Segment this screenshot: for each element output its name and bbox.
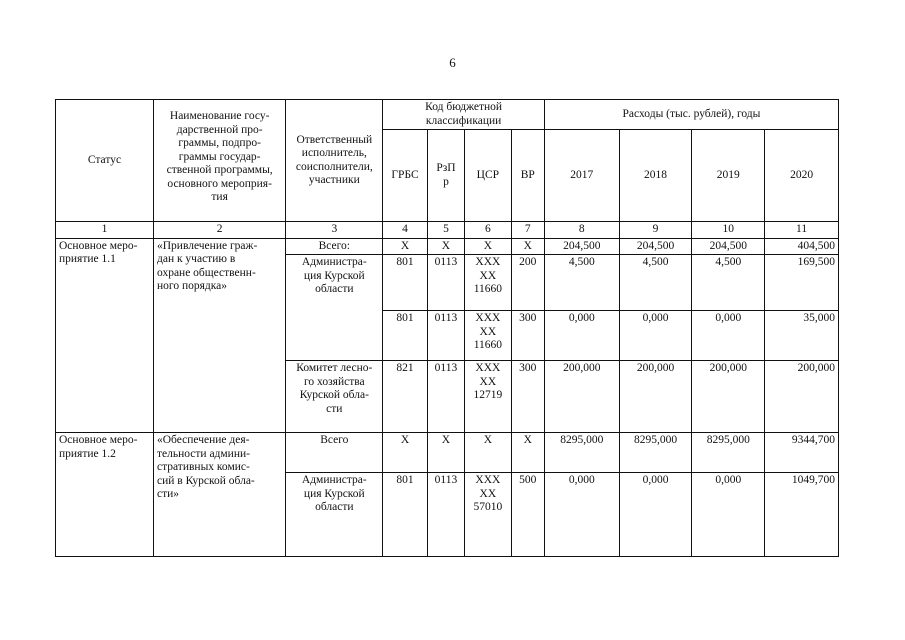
header-name: Наименование госу- дарственной про- граммы, подпро- граммы государ- ственной программы, основного мероприя- тия (153, 100, 285, 222)
header-year-2020: 2020 (765, 130, 839, 222)
rzpr-code: X (427, 433, 464, 473)
expense-value: 0,000 (619, 311, 692, 361)
executor: Комитет лесно- го хозяйства Курской обла- сти (286, 361, 383, 433)
page-number: 6 (449, 55, 456, 70)
csr-code: X (465, 238, 511, 255)
expense-value: 4,500 (619, 255, 692, 311)
grbs-code: 821 (383, 361, 427, 433)
csr-code: XXX XX 12719 (465, 361, 511, 433)
executor: Всего: (286, 238, 383, 255)
expense-value: 8295,000 (692, 433, 765, 473)
header-csr: ЦСР (465, 130, 511, 222)
rzpr-code: 0113 (427, 473, 464, 557)
csr-code: XXX XX 11660 (465, 311, 511, 361)
column-number: 6 (465, 222, 511, 239)
grbs-code: X (383, 238, 427, 255)
csr-code: X (465, 433, 511, 473)
activity-status: Основное меро- приятие 1.2 (56, 433, 154, 557)
expense-value: 8295,000 (544, 433, 619, 473)
activity-status: Основное меро- приятие 1.1 (56, 238, 154, 433)
header-year-2019: 2019 (692, 130, 765, 222)
rzpr-code: 0113 (427, 361, 464, 433)
column-number: 4 (383, 222, 427, 239)
vr-code: X (511, 433, 544, 473)
column-number: 5 (427, 222, 464, 239)
column-number: 10 (692, 222, 765, 239)
expense-value: 200,000 (692, 361, 765, 433)
grbs-code: 801 (383, 311, 427, 361)
rzpr-code: X (427, 238, 464, 255)
expense-value: 0,000 (544, 473, 619, 557)
vr-code: 300 (511, 361, 544, 433)
table-body (56, 238, 839, 557)
csr-code: XXX XX 57010 (465, 473, 511, 557)
column-number: 11 (765, 222, 839, 239)
rzpr-code: 0113 (427, 255, 464, 311)
executor: Всего (286, 433, 383, 473)
expense-value: 0,000 (692, 311, 765, 361)
expense-value: 0,000 (544, 311, 619, 361)
column-number: 8 (544, 222, 619, 239)
expense-value: 169,500 (765, 255, 839, 311)
expense-value: 1049,700 (765, 473, 839, 557)
expense-value: 35,000 (765, 311, 839, 361)
header-rzpr: РзП р (427, 130, 464, 222)
expense-value: 4,500 (544, 255, 619, 311)
expense-value: 404,500 (765, 238, 839, 255)
executor: Администра- ция Курской области (286, 255, 383, 311)
table-row (56, 238, 839, 255)
column-number: 9 (619, 222, 692, 239)
expense-value: 200,000 (544, 361, 619, 433)
header-status: Статус (56, 100, 154, 222)
vr-code: 200 (511, 255, 544, 311)
rzpr-code: 0113 (427, 311, 464, 361)
budget-table (55, 99, 839, 557)
column-number: 3 (286, 222, 383, 239)
header-year-2017: 2017 (544, 130, 619, 222)
executor: Администра- ция Курской области (286, 473, 383, 557)
expense-value: 4,500 (692, 255, 765, 311)
column-number: 1 (56, 222, 154, 239)
vr-code: 500 (511, 473, 544, 557)
header-budget-code: Код бюджетной классификации (383, 100, 545, 130)
header-executor: Ответственный исполнитель, соисполнители, участники (286, 100, 383, 222)
table-row (56, 433, 839, 473)
expense-value: 0,000 (692, 473, 765, 557)
header-vr: ВР (511, 130, 544, 222)
expense-value: 204,500 (692, 238, 765, 255)
expense-value: 204,500 (544, 238, 619, 255)
grbs-code: X (383, 433, 427, 473)
expense-value: 8295,000 (619, 433, 692, 473)
column-number: 7 (511, 222, 544, 239)
header-expenses: Расходы (тыс. рублей), годы (544, 100, 838, 130)
header-year-2018: 2018 (619, 130, 692, 222)
column-number: 2 (153, 222, 285, 239)
expense-value: 204,500 (619, 238, 692, 255)
vr-code: X (511, 238, 544, 255)
expense-value: 0,000 (619, 473, 692, 557)
csr-code: XXX XX 11660 (465, 255, 511, 311)
activity-name: «Обеспечение дея- тельности админи- стративных комис- сий в Курской обла- сти» (153, 433, 285, 557)
vr-code: 300 (511, 311, 544, 361)
grbs-code: 801 (383, 255, 427, 311)
expense-value: 200,000 (765, 361, 839, 433)
executor (286, 311, 383, 361)
expense-value: 9344,700 (765, 433, 839, 473)
activity-name: «Привлечение граж- дан к участию в охране общественн- ного порядка» (153, 238, 285, 433)
column-number-row (56, 222, 839, 239)
header-grbs: ГРБС (383, 130, 427, 222)
grbs-code: 801 (383, 473, 427, 557)
expense-value: 200,000 (619, 361, 692, 433)
